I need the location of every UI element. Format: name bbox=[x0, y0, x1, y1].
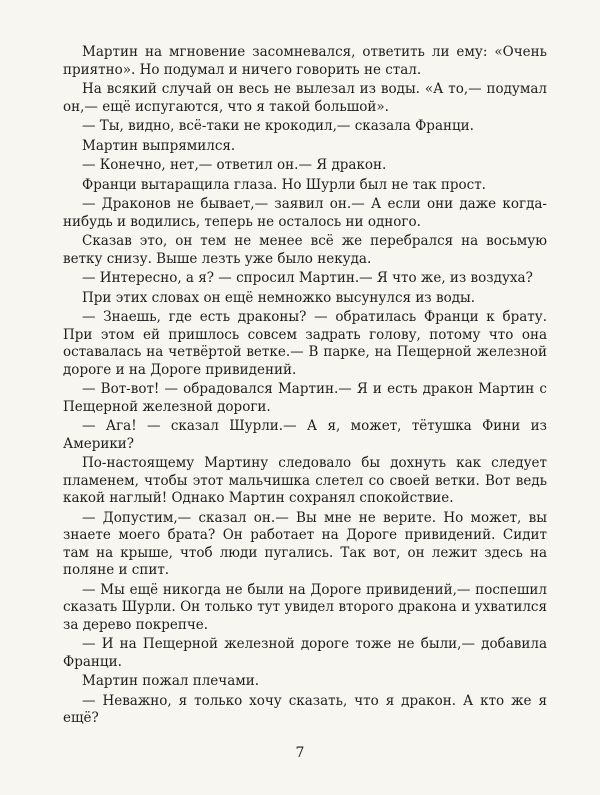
paragraph-17: — И на Пещерной железной дороге тоже не были,— добавила Франци. bbox=[63, 636, 547, 670]
paragraph-9: — Интересно, а я? — спросил Мартин.— Я что же, из воздуха? bbox=[82, 270, 533, 286]
page-number: 7 bbox=[295, 745, 305, 761]
paragraph-6: Франци вытаращила глаза. Но Шурли был не так прост. bbox=[82, 176, 486, 193]
paragraph-12: — Вот-вот! — обрадовался Мартин.— Я и есть дракон Мартин с Пещерной железной дороги. bbox=[63, 381, 547, 415]
paragraph-5: — Конечно, нет,— ответил он.— Я дракон. bbox=[82, 157, 387, 173]
paragraph-2: На всякий случай он весь не вылезал из воды. «А то,— подумал он,— ещё испугаются, что я такой большой». bbox=[63, 81, 547, 115]
paragraph-13: — Ага! — сказал Шурли.— А я, может, тётушка Фини из Америки? bbox=[63, 418, 547, 452]
paragraph-1: Мартин на мгновение засомневался, ответить ли ему: «Очень приятно». Но подумал и ничего говорить не стал. bbox=[63, 44, 547, 78]
paragraph-3: — Ты, видно, всё-таки не крокодил,— сказала Франци. bbox=[82, 118, 474, 134]
paragraph-4: Мартин выпрямился. bbox=[82, 137, 236, 154]
paragraph-16: — Мы ещё никогда не были на Дороге привидений,— поспешил сказать Шурли. Он только тут увидел второго дракона и ухватился за дерево покрепче. bbox=[63, 581, 547, 633]
paragraph-19: — Неважно, я только хочу сказать, что я дракон. А кто же я ещё? bbox=[63, 692, 547, 726]
paragraph-8: Сказав это, он тем не менее всё же перебрался на восьмую ветку снизу. Выше лезть уже было некуда. bbox=[63, 233, 547, 267]
paragraph-11: — Знаешь, где есть драконы? — обратилась Франци к брату. При этом ей пришлось совсем задрать голову, потому что она оставалась на четвёртой ветке.— В парке, на Пещерной железной дороге и на Дороге привидений. bbox=[63, 309, 547, 378]
paragraph-14: По-настоящему Мартину следовало бы дохнуть как следует пламенем, чтобы этот мальчишка слетел со своей ветки. Вот ведь какой наглый! Однако Мартин сохранял спокойствие. bbox=[63, 455, 547, 506]
paragraph-15: — Допустим,— сказал он.— Вы мне не верите. Но может, вы знаете моего брата? Он работает на Дороге привидений. Сидит там на крыше, чтоб люди пугались. Так вот, он лежит здесь на поляне и спит. bbox=[63, 509, 547, 578]
paragraph-7: — Драконов не бывает,— заявил он.— А если они даже когда-нибудь и водились, теперь не осталось ни одного. bbox=[63, 196, 547, 230]
body-text bbox=[63, 44, 547, 730]
paragraph-10: При этих словах он ещё немножко высунулся из воды. bbox=[82, 289, 476, 306]
paragraph-18: Мартин пожал плечами. bbox=[82, 673, 260, 689]
